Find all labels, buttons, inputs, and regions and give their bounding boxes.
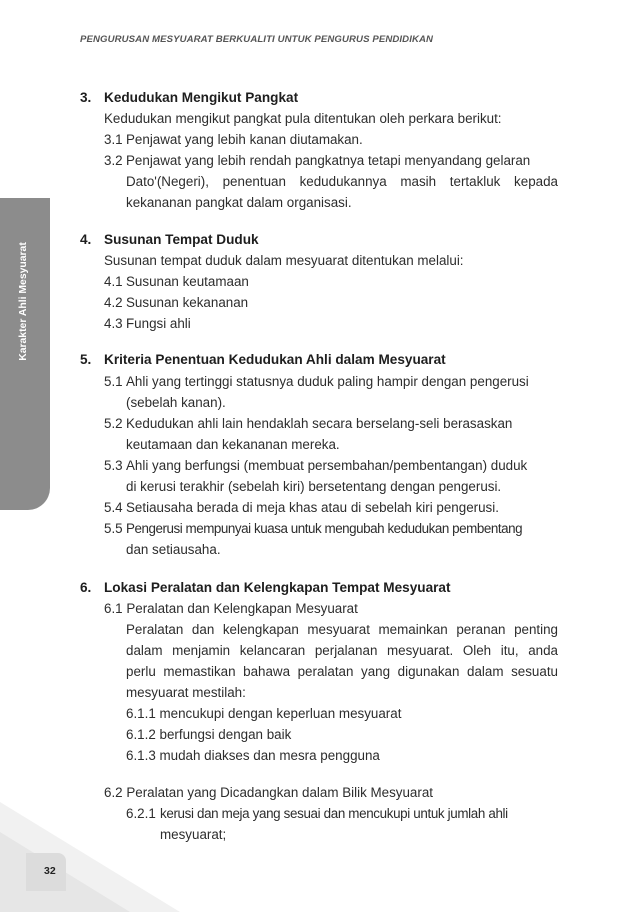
paragraph-6-1-line-a: Peralatan dan kelengkapan mesyuarat memainkan peranan penting <box>126 622 558 637</box>
subsection-6-1-title: 6.1 Peralatan dan Kelengkapan Mesyuarat <box>104 601 358 616</box>
page-number: 32 <box>44 865 56 877</box>
item-3-1-text: Penjawat yang lebih kanan diutamakan. <box>126 132 363 147</box>
section-3-heading: Kedudukan Mengikut Pangkat <box>104 90 299 105</box>
item-5-5 <box>104 521 522 536</box>
item-4-2 <box>104 295 248 310</box>
corner-shape-icon <box>0 782 638 912</box>
item-5-4-text: Setiausaha berada di meja khas atau di sebelah kiri pengerusi. <box>126 500 499 515</box>
paragraph-6-1-line-d: mesyuarat mestilah: <box>126 685 246 700</box>
item-5-3 <box>104 458 527 473</box>
item-5-5-number: 5.5 <box>104 521 123 536</box>
section-4-number: 4. <box>80 232 92 247</box>
item-4-1-text: Susunan keutamaan <box>126 274 249 289</box>
item-4-2-text: Susunan kekananan <box>126 295 249 310</box>
item-6-2-1-text-a: kerusi dan meja yang sesuai dan mencukupi untuk jumlah ahli <box>160 806 508 821</box>
paragraph-6-1-line-b: dalam menjamin kelancaran perjalanan mesyuarat. Oleh itu, anda <box>126 643 558 658</box>
section-6-title <box>80 580 451 595</box>
section-6-number: 6. <box>80 580 92 595</box>
item-3-1-number: 3.1 <box>104 132 123 147</box>
item-5-2 <box>104 416 512 431</box>
item-5-2-text-b: keutamaan dan kekananan mereka. <box>126 437 340 452</box>
item-5-5-text-b: dan setiausaha. <box>126 542 221 557</box>
item-3-2-text-c: kekananan pangkat dalam organisasi. <box>126 195 352 210</box>
item-3-2-number: 3.2 <box>104 153 123 168</box>
section-5-number: 5. <box>80 352 92 367</box>
item-3-1 <box>104 132 363 147</box>
section-4-title <box>80 232 259 247</box>
item-4-3-text: Fungsi ahli <box>126 316 191 331</box>
item-3-2 <box>104 153 530 168</box>
item-6-2-1-number: 6.2.1 <box>126 806 156 821</box>
item-4-3 <box>104 316 191 331</box>
item-4-2-number: 4.2 <box>104 295 123 310</box>
item-6-1-2: 6.1.2 berfungsi dengan baik <box>126 727 292 742</box>
item-5-1-number: 5.1 <box>104 374 123 389</box>
section-6-heading: Lokasi Peralatan dan Kelengkapan Tempat Mesyuarat <box>104 580 451 595</box>
chapter-side-label <box>12 226 34 376</box>
item-5-2-text-a: Kedudukan ahli lain hendaklah secara berselang-seli berasaskan <box>126 416 513 431</box>
item-5-4-number: 5.4 <box>104 500 123 515</box>
section-4-heading: Susunan Tempat Duduk <box>104 232 259 247</box>
item-5-2-number: 5.2 <box>104 416 123 431</box>
item-6-1-3: 6.1.3 mudah diakses dan mesra pengguna <box>126 748 380 763</box>
item-6-2-1 <box>126 806 508 821</box>
item-4-1-number: 4.1 <box>104 274 123 289</box>
item-3-2-text-a: Penjawat yang lebih rendah pangkatnya tetapi menyandang gelaran <box>126 153 531 168</box>
chapter-side-label-text: Karakter Ahli Mesyuarat <box>17 241 29 361</box>
item-5-3-text-b: di kerusi terakhir (sebelah kiri) bersetentang dengan pengerusi. <box>126 479 502 494</box>
item-6-2-1-text-b: mesyuarat; <box>160 827 227 842</box>
item-5-3-text-a: Ahli yang berfungsi (membuat persembahan/pembentangan) duduk <box>126 458 528 473</box>
section-5-heading: Kriteria Penentuan Kedudukan Ahli dalam Mesyuarat <box>104 352 446 367</box>
item-5-4 <box>104 500 499 515</box>
item-5-5-text-a: Pengerusi mempunyai kuasa untuk mengubah kedudukan pembentang <box>126 521 523 536</box>
running-header: PENGURUSAN MESYUARAT BERKUALITI UNTUK PENGURUS PENDIDIKAN <box>80 34 434 45</box>
item-5-1 <box>104 374 529 389</box>
item-5-1-text-b: (sebelah kanan). <box>126 395 226 410</box>
page-corner-decoration <box>0 782 638 912</box>
section-3-title <box>80 90 298 105</box>
item-6-1-1: 6.1.1 mencukupi dengan keperluan mesyuarat <box>126 706 402 721</box>
section-3-number: 3. <box>80 90 92 105</box>
page-number-box <box>26 853 66 891</box>
section-4-intro: Susunan tempat duduk dalam mesyuarat ditentukan melalui: <box>104 253 464 268</box>
item-4-3-number: 4.3 <box>104 316 123 331</box>
section-3-intro: Kedudukan mengikut pangkat pula ditentukan oleh perkara berikut: <box>104 111 502 126</box>
item-5-3-number: 5.3 <box>104 458 123 473</box>
item-5-1-text-a: Ahli yang tertinggi statusnya duduk paling hampir dengan pengerusi <box>126 374 529 389</box>
paragraph-6-1-line-c: perlu memastikan bahawa peralatan yang digunakan dalam sesuatu <box>126 664 558 679</box>
item-4-1 <box>104 274 249 289</box>
section-5-title <box>80 352 446 367</box>
item-3-2-text-b: Dato'(Negeri), penentuan kedudukannya masih tertakluk kepada <box>126 174 558 189</box>
subsection-6-2-title: 6.2 Peralatan yang Dicadangkan dalam Bilik Mesyuarat <box>104 785 433 800</box>
